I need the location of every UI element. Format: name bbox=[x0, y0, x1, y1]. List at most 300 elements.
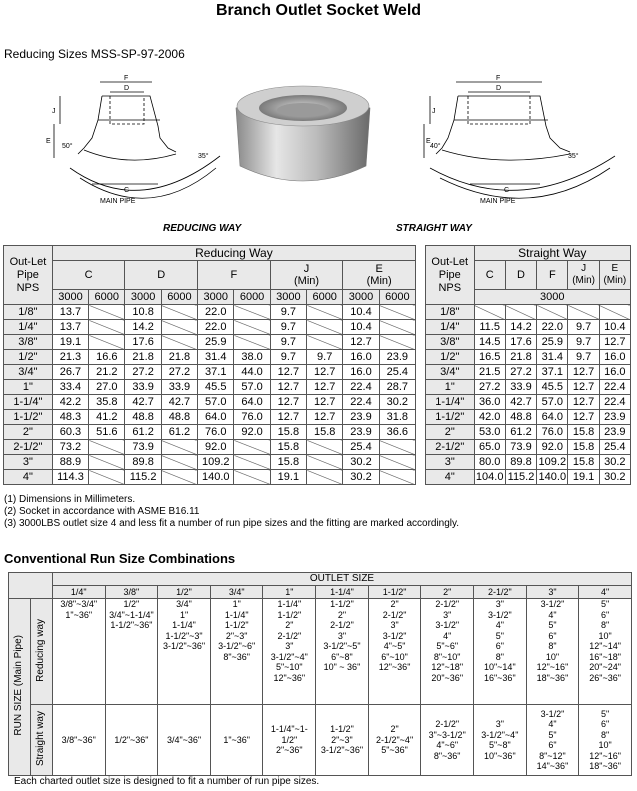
straight-run-cell: 1-1/2" 2"~3" 3-1/2"~36" bbox=[316, 705, 369, 776]
value-cell: 92.0 bbox=[198, 440, 234, 455]
main-pipe-label: MAIN PIPE bbox=[480, 198, 516, 205]
value-cell bbox=[89, 455, 125, 470]
dim-j-label: J bbox=[432, 108, 436, 115]
value-cell bbox=[505, 305, 536, 320]
outlet-size-cell: 4" bbox=[579, 586, 632, 599]
value-cell bbox=[234, 470, 270, 485]
value-cell: 80.0 bbox=[474, 455, 505, 470]
value-cell bbox=[568, 305, 599, 320]
value-cell: 12.7 bbox=[270, 365, 306, 380]
nps-cell: 1" bbox=[426, 380, 475, 395]
value-cell: 42.7 bbox=[505, 395, 536, 410]
outlet-size-cell: 1-1/4" bbox=[316, 586, 369, 599]
nps-cell: 2-1/2" bbox=[4, 440, 53, 455]
reducing-way-drawing bbox=[40, 68, 225, 208]
angle-top-label: 40° bbox=[430, 143, 441, 150]
value-cell: 21.8 bbox=[125, 350, 161, 365]
straight-run-cell: 2" 2-1/2"~4" 5"~36" bbox=[368, 705, 421, 776]
corner-blank bbox=[9, 573, 53, 599]
angle-top-label: 50° bbox=[62, 143, 73, 150]
class-header: 6000 bbox=[234, 290, 270, 305]
table-row bbox=[4, 410, 416, 425]
table-row bbox=[426, 305, 631, 320]
table-row bbox=[4, 335, 416, 350]
dim-c-label: C bbox=[124, 187, 130, 194]
value-cell: 42.0 bbox=[474, 410, 505, 425]
table-row bbox=[426, 470, 631, 485]
straight-run-cell: 1/2"~36" bbox=[105, 705, 158, 776]
value-cell bbox=[161, 440, 197, 455]
value-cell: 13.7 bbox=[52, 305, 88, 320]
nps-cell: 1-1/2" bbox=[426, 410, 475, 425]
value-cell: 12.7 bbox=[568, 365, 599, 380]
dim-d-label: D bbox=[124, 85, 130, 92]
value-cell: 140.0 bbox=[538, 471, 567, 483]
value-cell: 31.4 bbox=[537, 350, 568, 365]
value-cell: 73.9 bbox=[505, 440, 536, 455]
nps-cell: 3/4" bbox=[4, 365, 53, 380]
value-cell: 27.2 bbox=[474, 380, 505, 395]
value-cell: 12.7 bbox=[270, 380, 306, 395]
straight-way-caption: STRAIGHT WAY bbox=[396, 223, 472, 234]
value-cell: 45.5 bbox=[537, 380, 568, 395]
nps-cell: 1-1/2" bbox=[4, 410, 53, 425]
outlet-size-cell: 3/4" bbox=[210, 586, 263, 599]
outlet-size-cell: 2" bbox=[421, 586, 474, 599]
value-cell: 109.2 bbox=[538, 456, 567, 468]
value-cell: 15.8 bbox=[568, 440, 599, 455]
value-cell: 10.4 bbox=[599, 320, 630, 335]
value-cell: 13.7 bbox=[52, 320, 88, 335]
value-cell bbox=[307, 305, 343, 320]
table-row bbox=[426, 455, 631, 470]
value-cell: 33.9 bbox=[125, 380, 161, 395]
value-cell: 22.4 bbox=[343, 380, 379, 395]
outlet-size-header: OUTLET SIZE bbox=[52, 573, 631, 586]
notes bbox=[4, 494, 459, 528]
value-cell: 27.0 bbox=[89, 380, 125, 395]
value-cell bbox=[307, 320, 343, 335]
value-cell: 14.2 bbox=[125, 320, 161, 335]
col-header: F bbox=[537, 261, 568, 290]
value-cell: 115.2 bbox=[125, 470, 161, 485]
value-cell bbox=[307, 335, 343, 350]
dim-f-label: F bbox=[124, 75, 129, 82]
value-cell bbox=[234, 320, 270, 335]
nps-cell: 1-1/4" bbox=[426, 395, 475, 410]
footnote: Each charted outlet size is designed to fit a number of run pipe sizes. bbox=[14, 776, 320, 787]
value-cell: 64.0 bbox=[198, 410, 234, 425]
angle-side-label: 35° bbox=[568, 153, 579, 160]
value-cell: 88.9 bbox=[52, 455, 88, 470]
value-cell: 12.7 bbox=[568, 395, 599, 410]
value-cell: 25.4 bbox=[599, 440, 630, 455]
value-cell bbox=[89, 335, 125, 350]
nps-cell: 1/8" bbox=[426, 305, 475, 320]
reducing-run-cell: 2" 2-1/2" 3" 3-1/2" 4"~5" 6"~10" 12"~36" bbox=[368, 599, 421, 705]
dim-e-label: E bbox=[426, 138, 431, 145]
value-cell: 48.8 bbox=[125, 410, 161, 425]
value-cell: 19.1 bbox=[52, 335, 88, 350]
table-row bbox=[4, 305, 416, 320]
value-cell: 30.2 bbox=[343, 455, 379, 470]
class-header: 3000 bbox=[270, 290, 306, 305]
value-cell: 42.7 bbox=[125, 395, 161, 410]
table-row bbox=[426, 410, 631, 425]
straight-run-cell: 3-1/2" 4" 5" 6" 8"~12" 14"~36" bbox=[526, 705, 579, 776]
value-cell: 19.1 bbox=[568, 470, 599, 485]
value-cell: 48.3 bbox=[52, 410, 88, 425]
table-row bbox=[4, 395, 416, 410]
value-cell bbox=[379, 455, 415, 470]
reducing-way-label: Reducing way bbox=[30, 599, 52, 705]
conventional-title: Conventional Run Size Combinations bbox=[4, 551, 236, 566]
value-cell: 27.2 bbox=[505, 365, 536, 380]
value-cell: 89.8 bbox=[125, 455, 161, 470]
value-cell: 53.0 bbox=[474, 425, 505, 440]
value-cell: 16.0 bbox=[599, 365, 630, 380]
value-cell bbox=[307, 440, 343, 455]
class-header: 3000 bbox=[343, 290, 379, 305]
value-cell: 31.8 bbox=[379, 410, 415, 425]
reducing-run-cell: 5" 6" 8" 10" 12"~14" 16"~18" 20"~24" 26"~36" bbox=[579, 599, 632, 705]
value-cell: 33.9 bbox=[505, 380, 536, 395]
value-cell: 36.0 bbox=[474, 395, 505, 410]
class-header: 3000 bbox=[125, 290, 161, 305]
corner-header: Out-Let Pipe NPS bbox=[426, 246, 475, 305]
nps-cell: 4" bbox=[4, 470, 53, 485]
value-cell: 45.5 bbox=[198, 380, 234, 395]
reducing-run-cell: 1-1/2" 2" 2-1/2" 3" 3-1/2"~5" 6"~8" 10" ~ 36" bbox=[316, 599, 369, 705]
value-cell bbox=[599, 305, 630, 320]
table-row bbox=[4, 425, 416, 440]
table-row bbox=[4, 320, 416, 335]
value-cell: 17.6 bbox=[125, 335, 161, 350]
dim-e-label: E bbox=[46, 138, 51, 145]
outlet-size-cell: 1" bbox=[263, 586, 316, 599]
value-cell: 15.8 bbox=[270, 425, 306, 440]
value-cell: 12.7 bbox=[307, 410, 343, 425]
value-cell bbox=[234, 305, 270, 320]
value-cell: 12.7 bbox=[343, 335, 379, 350]
col-header: D bbox=[125, 261, 198, 290]
value-cell: 10.8 bbox=[125, 305, 161, 320]
table-row bbox=[426, 380, 631, 395]
value-cell: 10.4 bbox=[343, 305, 379, 320]
value-cell: 25.4 bbox=[343, 440, 379, 455]
straight-run-cell: 1"~36" bbox=[210, 705, 263, 776]
value-cell: 15.8 bbox=[270, 455, 306, 470]
value-cell: 65.0 bbox=[474, 440, 505, 455]
value-cell: 25.9 bbox=[537, 335, 568, 350]
value-cell: 9.7 bbox=[568, 350, 599, 365]
value-cell: 92.0 bbox=[537, 440, 568, 455]
straight-run-cell: 3/8"~36" bbox=[52, 705, 105, 776]
page-title: Branch Outlet Socket Weld bbox=[215, 2, 422, 19]
straight-run-cell: 3" 3-1/2"~4" 5"~8" 10"~36" bbox=[474, 705, 527, 776]
value-cell: 42.7 bbox=[161, 395, 197, 410]
value-cell bbox=[89, 320, 125, 335]
col-header: C bbox=[52, 261, 125, 290]
value-cell bbox=[161, 305, 197, 320]
nps-cell: 4" bbox=[426, 470, 475, 485]
standard-subtitle: Reducing Sizes MSS-SP-97-2006 bbox=[4, 47, 185, 61]
value-cell: 12.7 bbox=[270, 410, 306, 425]
value-cell bbox=[161, 320, 197, 335]
col-header: F bbox=[198, 261, 271, 290]
value-cell: 23.9 bbox=[343, 425, 379, 440]
value-cell: 35.8 bbox=[89, 395, 125, 410]
value-cell: 36.6 bbox=[379, 425, 415, 440]
value-cell bbox=[379, 440, 415, 455]
value-cell: 31.4 bbox=[198, 350, 234, 365]
value-cell bbox=[89, 470, 125, 485]
value-cell: 92.0 bbox=[234, 425, 270, 440]
value-cell: 61.2 bbox=[505, 425, 536, 440]
value-cell bbox=[89, 305, 125, 320]
value-cell: 9.7 bbox=[568, 335, 599, 350]
value-cell: 10.4 bbox=[343, 320, 379, 335]
dim-f-label: F bbox=[496, 75, 501, 82]
value-cell: 9.7 bbox=[307, 350, 343, 365]
table-row bbox=[4, 350, 416, 365]
value-cell bbox=[379, 320, 415, 335]
value-cell: 27.2 bbox=[161, 365, 197, 380]
table-row bbox=[4, 380, 416, 395]
reducing-way-header: Reducing Way bbox=[52, 246, 415, 261]
col-header: E (Min) bbox=[599, 261, 630, 290]
value-cell bbox=[379, 335, 415, 350]
value-cell: 104.0 bbox=[475, 471, 504, 483]
outlet-size-cell: 2-1/2" bbox=[474, 586, 527, 599]
value-cell: 57.0 bbox=[198, 395, 234, 410]
value-cell: 16.5 bbox=[474, 350, 505, 365]
value-cell: 23.9 bbox=[599, 425, 630, 440]
nps-cell: 3/8" bbox=[426, 335, 475, 350]
run-size-table bbox=[8, 572, 632, 776]
class-header: 6000 bbox=[307, 290, 343, 305]
value-cell: 9.7 bbox=[270, 335, 306, 350]
col-header: J (Min) bbox=[568, 261, 599, 290]
col-header: J (Min) bbox=[270, 261, 343, 290]
value-cell: 30.2 bbox=[599, 470, 630, 485]
value-cell: 33.4 bbox=[52, 380, 88, 395]
value-cell: 16.6 bbox=[89, 350, 125, 365]
reducing-run-cell: 1-1/4" 1-1/2" 2" 2-1/2" 3" 3-1/2"~4" 5"~10" 12"~36" bbox=[263, 599, 316, 705]
value-cell: 30.2 bbox=[343, 470, 379, 485]
nps-cell: 1/2" bbox=[4, 350, 53, 365]
value-cell: 27.2 bbox=[125, 365, 161, 380]
reducing-run-cell: 3/4" 1" 1-1/4" 1-1/2"~3" 3-1/2"~36" bbox=[158, 599, 211, 705]
straight-way-drawing bbox=[420, 68, 620, 208]
value-cell: 15.8 bbox=[307, 425, 343, 440]
value-cell: 9.7 bbox=[568, 320, 599, 335]
table-row bbox=[4, 470, 416, 485]
value-cell: 21.8 bbox=[505, 350, 536, 365]
value-cell: 57.0 bbox=[537, 395, 568, 410]
straight-run-cell: 5" 6" 8" 10" 12"~16" 18"~36" bbox=[579, 705, 632, 776]
angle-side-label: 35° bbox=[198, 153, 209, 160]
value-cell bbox=[161, 455, 197, 470]
reducing-run-cell: 1" 1-1/4" 1-1/2" 2"~3" 3-1/2"~6" 8"~36" bbox=[210, 599, 263, 705]
value-cell bbox=[307, 455, 343, 470]
value-cell bbox=[161, 335, 197, 350]
outlet-size-cell: 1/2" bbox=[158, 586, 211, 599]
value-cell: 9.7 bbox=[270, 305, 306, 320]
class-header: 6000 bbox=[379, 290, 415, 305]
value-cell: 12.7 bbox=[307, 395, 343, 410]
nps-cell: 2" bbox=[426, 425, 475, 440]
value-cell: 73.2 bbox=[52, 440, 88, 455]
value-cell: 48.8 bbox=[505, 410, 536, 425]
straight-way-header: Straight Way bbox=[474, 246, 630, 261]
value-cell: 25.9 bbox=[198, 335, 234, 350]
run-size-label: RUN SIZE (Main Pipe) bbox=[9, 599, 31, 776]
value-cell: 114.3 bbox=[52, 470, 88, 485]
note-line: (3) 3000LBS outlet size 4 and less fit a number of run pipe sizes and the fitting are marked accordingly. bbox=[4, 518, 460, 528]
nps-cell: 1" bbox=[4, 380, 53, 395]
value-cell: 57.0 bbox=[234, 380, 270, 395]
table-row bbox=[426, 350, 631, 365]
dim-c-label: C bbox=[504, 187, 510, 194]
value-cell: 11.5 bbox=[474, 320, 505, 335]
value-cell bbox=[379, 305, 415, 320]
value-cell: 16.0 bbox=[343, 365, 379, 380]
value-cell: 12.7 bbox=[270, 395, 306, 410]
nps-cell: 1-1/4" bbox=[4, 395, 53, 410]
straight-run-cell: 1-1/4"~1-1/2" 2"~36" bbox=[263, 705, 316, 776]
reducing-way-caption: REDUCING WAY bbox=[163, 223, 242, 234]
value-cell: 60.3 bbox=[52, 425, 88, 440]
class-header: 3000 bbox=[474, 290, 630, 305]
nps-cell: 1/8" bbox=[4, 305, 53, 320]
value-cell: 15.8 bbox=[270, 440, 306, 455]
value-cell bbox=[379, 470, 415, 485]
value-cell: 28.7 bbox=[379, 380, 415, 395]
value-cell: 12.7 bbox=[568, 410, 599, 425]
value-cell bbox=[161, 470, 197, 485]
value-cell: 89.8 bbox=[505, 455, 536, 470]
value-cell: 44.0 bbox=[234, 365, 270, 380]
value-cell: 23.9 bbox=[599, 410, 630, 425]
value-cell bbox=[307, 470, 343, 485]
dim-j-label: J bbox=[52, 108, 56, 115]
nps-cell: 3" bbox=[426, 455, 475, 470]
col-header: E (Min) bbox=[343, 261, 416, 290]
nps-cell: 3/8" bbox=[4, 335, 53, 350]
table-row bbox=[426, 365, 631, 380]
value-cell: 51.6 bbox=[89, 425, 125, 440]
value-cell: 22.4 bbox=[343, 395, 379, 410]
value-cell: 76.0 bbox=[198, 425, 234, 440]
value-cell: 61.2 bbox=[161, 425, 197, 440]
value-cell: 14.5 bbox=[474, 335, 505, 350]
value-cell: 30.2 bbox=[379, 395, 415, 410]
nps-cell: 2-1/2" bbox=[426, 440, 475, 455]
value-cell bbox=[89, 440, 125, 455]
value-cell: 64.0 bbox=[537, 410, 568, 425]
value-cell: 12.7 bbox=[568, 380, 599, 395]
corner-header: Out-Let Pipe NPS bbox=[4, 246, 53, 305]
class-header: 3000 bbox=[198, 290, 234, 305]
nps-cell: 1/4" bbox=[4, 320, 53, 335]
straight-way-label: Straight way bbox=[30, 705, 52, 776]
class-header: 3000 bbox=[52, 290, 88, 305]
reducing-run-cell: 2-1/2" 3" 3-1/2" 4" 5"~6" 8"~10" 12"~18" 20"~36" bbox=[421, 599, 474, 705]
value-cell: 15.8 bbox=[568, 425, 599, 440]
main-pipe-label: MAIN PIPE bbox=[100, 198, 136, 205]
outlet-photo bbox=[228, 78, 378, 196]
reducing-run-cell: 3-1/2" 4" 5" 6" 8" 10" 12"~16" 18"~36" bbox=[526, 599, 579, 705]
value-cell bbox=[537, 305, 568, 320]
value-cell: 12.7 bbox=[307, 380, 343, 395]
nps-cell: 1/4" bbox=[426, 320, 475, 335]
table-row bbox=[4, 455, 416, 470]
value-cell: 9.7 bbox=[270, 320, 306, 335]
table-row bbox=[426, 440, 631, 455]
value-cell: 33.9 bbox=[161, 380, 197, 395]
value-cell bbox=[234, 455, 270, 470]
value-cell: 16.0 bbox=[599, 350, 630, 365]
note-line: (2) Socket in accordance with ASME B16.11 bbox=[4, 506, 200, 517]
outlet-size-cell: 1/4" bbox=[52, 586, 105, 599]
col-header: C bbox=[474, 261, 505, 290]
table-row bbox=[426, 320, 631, 335]
value-cell: 22.0 bbox=[198, 320, 234, 335]
table-row bbox=[426, 395, 631, 410]
value-cell: 76.0 bbox=[234, 410, 270, 425]
nps-cell: 3/4" bbox=[426, 365, 475, 380]
outlet-size-cell: 3" bbox=[526, 586, 579, 599]
table-row bbox=[426, 335, 631, 350]
nps-cell: 3" bbox=[4, 455, 53, 470]
value-cell: 12.7 bbox=[307, 365, 343, 380]
value-cell: 109.2 bbox=[198, 455, 234, 470]
value-cell: 61.2 bbox=[125, 425, 161, 440]
outlet-size-cell: 3/8" bbox=[105, 586, 158, 599]
class-header: 6000 bbox=[161, 290, 197, 305]
value-cell: 25.4 bbox=[379, 365, 415, 380]
value-cell: 21.3 bbox=[52, 350, 88, 365]
dim-d-label: D bbox=[496, 85, 502, 92]
value-cell: 30.2 bbox=[599, 455, 630, 470]
value-cell: 15.8 bbox=[568, 455, 599, 470]
value-cell: 38.0 bbox=[234, 350, 270, 365]
value-cell: 115.2 bbox=[505, 470, 536, 485]
value-cell: 76.0 bbox=[537, 425, 568, 440]
value-cell: 48.8 bbox=[161, 410, 197, 425]
col-header: D bbox=[505, 261, 536, 290]
nps-cell: 1/2" bbox=[426, 350, 475, 365]
straight-run-cell: 3/4"~36" bbox=[158, 705, 211, 776]
value-cell: 17.6 bbox=[505, 335, 536, 350]
value-cell: 9.7 bbox=[270, 350, 306, 365]
reducing-way-table bbox=[3, 245, 416, 485]
table-row bbox=[4, 440, 416, 455]
value-cell: 19.1 bbox=[270, 470, 306, 485]
value-cell bbox=[234, 440, 270, 455]
value-cell: 140.0 bbox=[198, 470, 234, 485]
value-cell: 26.7 bbox=[52, 365, 88, 380]
value-cell: 23.9 bbox=[343, 410, 379, 425]
value-cell: 22.4 bbox=[599, 380, 630, 395]
value-cell bbox=[234, 335, 270, 350]
value-cell bbox=[474, 305, 505, 320]
class-header: 6000 bbox=[89, 290, 125, 305]
table-row bbox=[4, 365, 416, 380]
reducing-run-cell: 1/2" 3/4"~1-1/4" 1-1/2"~36" bbox=[105, 599, 158, 705]
value-cell: 37.1 bbox=[537, 365, 568, 380]
